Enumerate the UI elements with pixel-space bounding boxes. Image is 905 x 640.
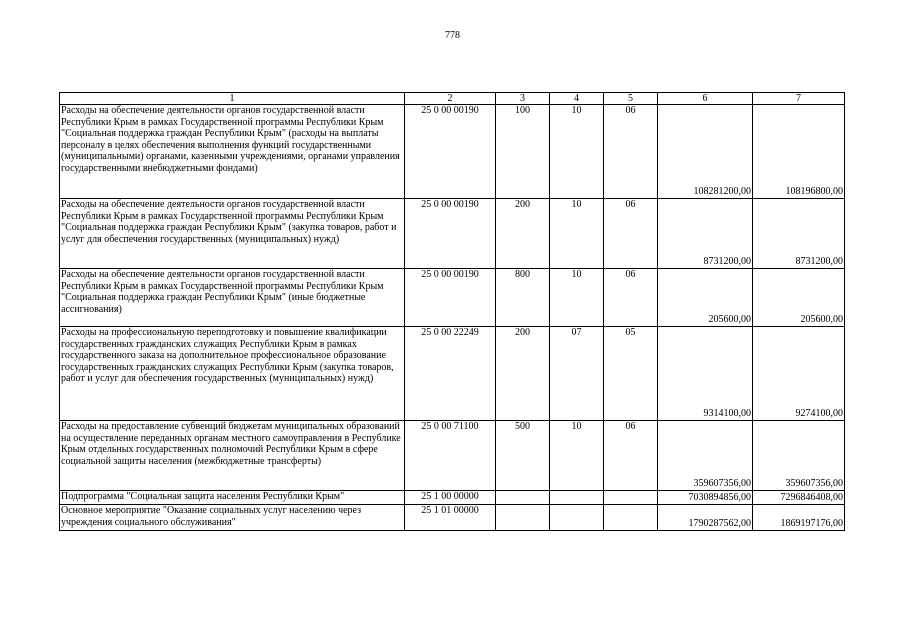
page-number: 778 bbox=[445, 30, 460, 41]
expense-description: Расходы на предоставление субвенций бюджетам муниципальных образований на осуществление переданных органам местного самоуправления в Республике Крым отдельных государственных полномочий Республики Крым в сфере социальной защиты населения (межбюджетные трансферты) bbox=[60, 421, 405, 491]
header-cell: 4 bbox=[550, 93, 604, 105]
amount-year-2: 1869197176,00 bbox=[753, 505, 845, 531]
target-article-code: 25 0 00 00190 bbox=[405, 105, 496, 199]
subsection-code: 06 bbox=[604, 199, 658, 269]
section-code bbox=[550, 505, 604, 531]
target-article-code: 25 0 00 00190 bbox=[405, 199, 496, 269]
target-article-code: 25 0 00 00190 bbox=[405, 269, 496, 327]
target-article-code: 25 1 00 00000 bbox=[405, 491, 496, 505]
expense-type-code bbox=[496, 505, 550, 531]
header-cell: 3 bbox=[496, 93, 550, 105]
header-cell: 5 bbox=[604, 93, 658, 105]
expense-type-code: 100 bbox=[496, 105, 550, 199]
amount-year-2: 7296846408,00 bbox=[753, 491, 845, 505]
section-code: 10 bbox=[550, 199, 604, 269]
target-article-code: 25 1 01 00000 bbox=[405, 505, 496, 531]
expense-type-code bbox=[496, 491, 550, 505]
expense-description: Расходы на обеспечение деятельности органов государственной власти Республики Крым в рамках Государственной программы Республики Крым "Социальная поддержка граждан Республики Крым" (расходы на выплаты персоналу в целях обеспечения выполнения функций государственными (муниципальными) органами, казенными учреждениями, органами управления государственными внебюджетными фондами) bbox=[60, 105, 405, 199]
amount-year-2: 359607356,00 bbox=[753, 421, 845, 491]
budget-table bbox=[59, 92, 845, 531]
section-code: 07 bbox=[550, 327, 604, 421]
section-code: 10 bbox=[550, 105, 604, 199]
amount-year-1: 1790287562,00 bbox=[658, 505, 753, 531]
expense-description: Расходы на обеспечение деятельности органов государственной власти Республики Крым в рамках Государственной программы Республики Крым "Социальная поддержка граждан Республики Крым" (иные бюджетные ассигнования) bbox=[60, 269, 405, 327]
subsection-code: 05 bbox=[604, 327, 658, 421]
amount-year-1: 359607356,00 bbox=[658, 421, 753, 491]
amount-year-2: 8731200,00 bbox=[753, 199, 845, 269]
table-row bbox=[60, 269, 845, 327]
expense-type-code: 500 bbox=[496, 421, 550, 491]
expense-type-code: 200 bbox=[496, 327, 550, 421]
table-row bbox=[60, 199, 845, 269]
target-article-code: 25 0 00 22249 bbox=[405, 327, 496, 421]
header-cell: 7 bbox=[753, 93, 845, 105]
section-code bbox=[550, 491, 604, 505]
subsection-code: 06 bbox=[604, 105, 658, 199]
amount-year-2: 108196800,00 bbox=[753, 105, 845, 199]
amount-year-1: 108281200,00 bbox=[658, 105, 753, 199]
expense-type-code: 200 bbox=[496, 199, 550, 269]
amount-year-1: 9314100,00 bbox=[658, 327, 753, 421]
table-row bbox=[60, 105, 845, 199]
expense-type-code: 800 bbox=[496, 269, 550, 327]
amount-year-1: 7030894856,00 bbox=[658, 491, 753, 505]
expense-description: Расходы на профессиональную переподготовку и повышение квалификации государственных гражданских служащих Республики Крым в рамках государственного заказа на дополнительное профессиональное образование государственных гражданских служащих Республики Крым (закупка товаров, работ и услуг для обеспечения государственных (муниципальных) нужд) bbox=[60, 327, 405, 421]
header-cell: 2 bbox=[405, 93, 496, 105]
subsection-code bbox=[604, 505, 658, 531]
amount-year-1: 205600,00 bbox=[658, 269, 753, 327]
section-code: 10 bbox=[550, 421, 604, 491]
table-row bbox=[60, 491, 845, 505]
table-row bbox=[60, 421, 845, 491]
target-article-code: 25 0 00 71100 bbox=[405, 421, 496, 491]
subsection-code: 06 bbox=[604, 269, 658, 327]
table-header-row bbox=[60, 93, 845, 105]
header-cell: 6 bbox=[658, 93, 753, 105]
header-cell: 1 bbox=[60, 93, 405, 105]
main-activity-title: Основное мероприятие "Оказание социальных услуг населению через учреждения социального обслуживания" bbox=[60, 505, 405, 531]
amount-year-2: 205600,00 bbox=[753, 269, 845, 327]
expense-description: Расходы на обеспечение деятельности органов государственной власти Республики Крым в рамках Государственной программы Республики Крым "Социальная поддержка граждан Республики Крым" (закупка товаров, работ и услуг для обеспечения государственных (муниципальных) нужд) bbox=[60, 199, 405, 269]
amount-year-2: 9274100,00 bbox=[753, 327, 845, 421]
section-code: 10 bbox=[550, 269, 604, 327]
amount-year-1: 8731200,00 bbox=[658, 199, 753, 269]
table-row bbox=[60, 327, 845, 421]
table-row bbox=[60, 505, 845, 531]
subsection-code bbox=[604, 491, 658, 505]
subsection-code: 06 bbox=[604, 421, 658, 491]
subprogram-title: Подпрограмма "Социальная защита населения Республики Крым" bbox=[60, 491, 405, 505]
